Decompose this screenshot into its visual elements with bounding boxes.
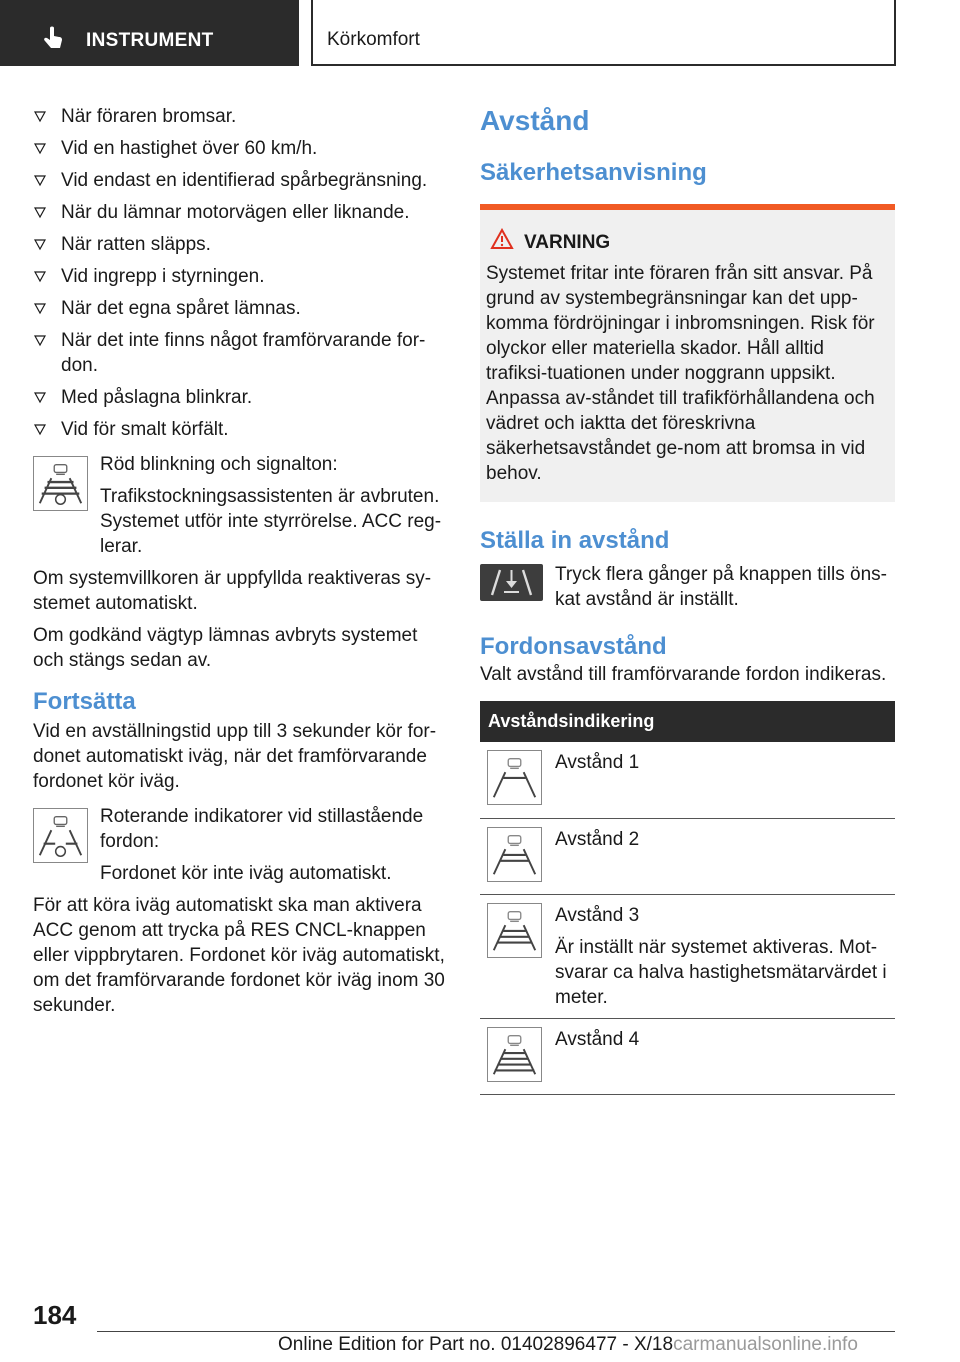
vehicle-distance-heading: Fordonsavstånd xyxy=(480,633,667,660)
warning-title: VARNING xyxy=(486,230,889,255)
distance-table xyxy=(480,701,895,1095)
rotating-block xyxy=(33,804,445,886)
continue-heading: Fortsätta xyxy=(33,688,136,715)
triangle-bullet-icon xyxy=(34,207,46,219)
distance-2-icon xyxy=(487,827,542,882)
hand-pointer-icon xyxy=(40,26,66,52)
page-number: 184 xyxy=(33,1300,77,1330)
set-distance-block xyxy=(480,562,895,612)
list-item: Vid ingrepp i styrningen. xyxy=(33,264,445,289)
chapter-box xyxy=(311,0,896,66)
table-row xyxy=(480,1018,895,1094)
footer-edition xyxy=(278,1334,858,1356)
vehicle-distance-text: Valt avstånd till framförvarande fordon indikeras. xyxy=(480,664,887,685)
section-tab xyxy=(0,0,299,66)
chapter-label: Körkomfort xyxy=(327,29,420,50)
distance-heading: Avstånd xyxy=(480,105,590,136)
red-blink-block xyxy=(33,452,445,559)
row-label: Avstånd 4 xyxy=(555,1028,640,1050)
table-header: Avståndsindikering xyxy=(480,701,895,742)
list-item: När du lämnar motorvägen eller liknande. xyxy=(33,200,445,225)
continue-text: Vid en avställningstid upp till 3 sekunder kör for-donet automatiskt iväg, när det framförvarande fordonet kör iväg. xyxy=(33,721,437,792)
distance-4-icon xyxy=(487,1027,542,1082)
list-item: Med påslagna blinkrar. xyxy=(33,385,445,410)
triangle-bullet-icon xyxy=(34,239,46,251)
table-row xyxy=(480,818,895,894)
list-item: När ratten släpps. xyxy=(33,232,445,257)
distance-1-icon xyxy=(487,750,542,805)
rotating-title: Roterande indikatorer vid stillastående fordon: xyxy=(100,806,424,852)
list-item: När föraren bromsar. xyxy=(33,104,445,129)
distance-3-icon xyxy=(487,903,542,958)
warning-triangle-icon xyxy=(490,228,514,250)
red-blink-text: Trafikstockningsassistenten är avbruten. Systemet utför inte styrrörelse. ACC reg-lerar. xyxy=(100,486,442,557)
section-label: INSTRUMENT xyxy=(86,30,214,51)
left-column xyxy=(33,104,445,1025)
set-distance-text: Tryck flera gånger på knappen tills öns-kat avstånd är inställt. xyxy=(555,564,887,610)
auto-reactivate-text: Om systemvillkoren är uppfyllda reaktiveras sy-stemet automatiskt. xyxy=(33,568,432,614)
edition-text: Online Edition for Part no. 01402896477 - X/18 xyxy=(278,1334,674,1355)
activate-text: För att köra iväg automatiskt ska man aktivera ACC genom att trycka på RES CNCL-knappen eller vippbrytaren. Fordonet kör iväg automatiskt, om det framförvarande fordonet kör iväg inom 30 sekunder. xyxy=(33,895,445,1016)
red-blink-title: Röd blinkning och signalton: xyxy=(100,454,338,475)
list-item: Vid för smalt körfält. xyxy=(33,417,445,442)
condition-list xyxy=(33,104,445,442)
triangle-bullet-icon xyxy=(34,335,46,347)
triangle-bullet-icon xyxy=(34,424,46,436)
list-item: När det inte finns något framförvarande for-don. xyxy=(33,328,445,378)
triangle-bullet-icon xyxy=(34,271,46,283)
triangle-bullet-icon xyxy=(34,303,46,315)
table-row xyxy=(480,894,895,1018)
table-row xyxy=(480,742,895,818)
triangle-bullet-icon xyxy=(34,392,46,404)
watermark-text: carmanualsonline.info xyxy=(673,1334,858,1355)
set-distance-heading: Ställa in avstånd xyxy=(480,527,670,554)
row-label: Avstånd 1 xyxy=(555,752,640,773)
row-note: Är inställt när systemet aktiveras. Mot-svarar ca halva hastighetsmätarvärdet i meter. xyxy=(555,936,887,1008)
row-label: Avstånd 2 xyxy=(555,828,640,850)
rotating-text: Fordonet kör inte iväg automatiskt. xyxy=(100,863,392,884)
list-item: Vid endast en identifierad spårbegränsning. xyxy=(33,168,445,193)
triangle-bullet-icon xyxy=(34,143,46,155)
list-item: När det egna spåret lämnas. xyxy=(33,296,445,321)
road-type-text: Om godkänd vägtyp lämnas avbryts systemet och stängs sedan av. xyxy=(33,625,418,671)
footer-rule xyxy=(97,1331,895,1332)
traffic-jam-standstill-icon xyxy=(33,808,88,863)
warning-text: Systemet fritar inte föraren från sitt ansvar. På grund av systembegränsningar kan det upp-komma fördröjningar i inbromsningen. Risk för olyckor eller materiella skador. Håll alltid trafiksi-tuationen under noggrann uppsikt. Anpassa av-ståndet till trafikförhållandena och vädret och iaktta det föreskrivna säkerhetsavståndet ge-nom att bromsa in vid behov. xyxy=(486,263,875,484)
warning-box xyxy=(480,204,895,502)
traffic-jam-assistant-icon xyxy=(33,456,88,511)
row-label: Avstånd 3 xyxy=(555,904,640,926)
safety-heading: Säkerhetsanvisning xyxy=(480,159,707,186)
distance-button-icon xyxy=(480,564,543,601)
triangle-bullet-icon xyxy=(34,111,46,123)
right-column xyxy=(480,104,895,1095)
triangle-bullet-icon xyxy=(34,175,46,187)
list-item: Vid en hastighet över 60 km/h. xyxy=(33,136,445,161)
